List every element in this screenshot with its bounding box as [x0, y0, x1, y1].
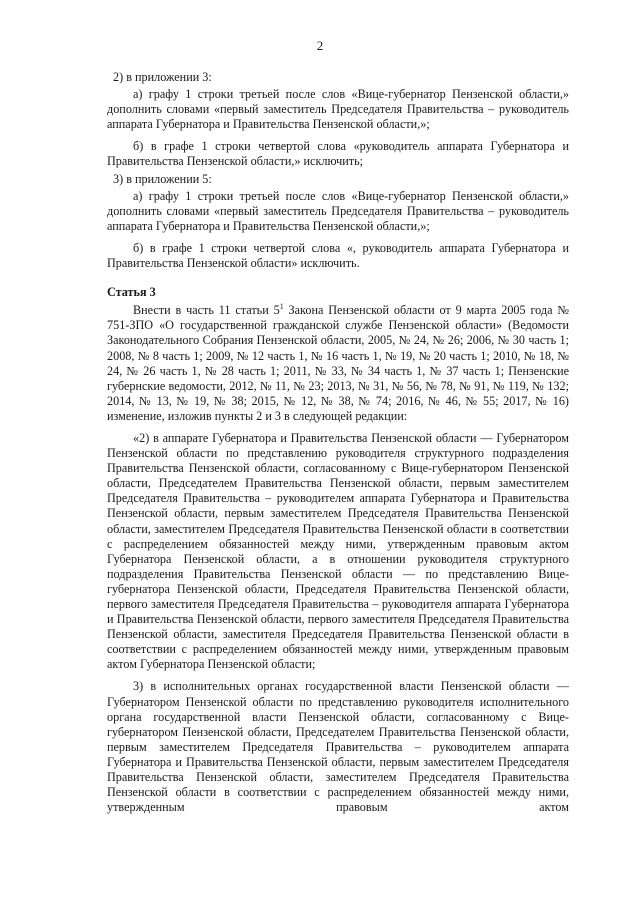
article-heading: Статья 3 [107, 285, 156, 300]
article-item-2: «2) в аппарате Губернатора и Правительства Пензенской области — Губернатором Пензенской области по представлению руководителя структурного подразделения Правительства Пензенской области, согласованному с Вице-губернатором Пензенской области, Председателем Правительства Пензенской области, первым заместителем Председателя Правительства – руководителем аппарата Губернатора и Правительства Пензенской области, первым заместителем Председателя Правительства Пензенской области, заместителем Председателя Правительства Пензенской области в соответствии с распределением обязанностей между ними, утвержденным правовым актом Губернатора Пензенской области, а в отношении руководителя структурного подразделения Правительства Пензенской области — по представлению Вице-губернатора Пензенской области, Председателя Правительства Пензенской области, первого заместителя Председателя Правительства – руководителя аппарата Губернатора и Правительства Пензенской области, первого заместителя Председателя Правительства Пензенской области, заместителя Председателя Правительства Пензенской области в соответствии с распределением обязанностей между ними, утвержденным правовым актом Губернатора Пензенской области; [107, 430, 569, 672]
paragraph-appendix-5-b: б) в графе 1 строки четвертой слова «, руководитель аппарата Губернатора и Правительства Пензенской области» исключить. [107, 240, 569, 271]
paragraph-appendix-5: 3) в приложении 5: [113, 171, 212, 186]
document-body [107, 70, 569, 815]
article-intro-superscript: 1 [279, 302, 284, 312]
page-number: 2 [316, 38, 324, 53]
article-intro-start: Внести в часть 11 статьи 5 [133, 303, 280, 318]
article-intro-rest: Закона Пензенской области от 9 марта 2005 года № 751-ЗПО «О государственной гражданской службе Пензенской области» (Ведомости Законодательного Собрания Пензенской области, 2005, № 24, № 26; 2006, № 30 часть 1; 2008, № 8 часть 1; 2009, № 12 часть 1, № 16 часть 1, № 19, № 20 часть 1; 2010, № 18, № 24, № 26 часть 1, № 28 часть 1; 2011, № 33, № 34 часть 1, № 37 часть 1; Пензенские губернские ведомости, 2012, № 11, № 23; 2013, № 31, № 56, № 78, № 91, № 119, № 132; 2014, № 13, № 19, № 38; 2015, № 12, № 38, № 74; 2016, № 46, № 55; 2017, № 16) изменение, изложив пункты 2 и 3 в следующей редакции: [107, 303, 569, 423]
paragraph-appendix-3: 2) в приложении 3: [113, 70, 212, 84]
article-intro [107, 303, 569, 424]
article-item-3: 3) в исполнительных органах государственной власти Пензенской области — Губернатором Пензенской области по представлению руководителя исполнительного органа государственной власти Пензенской области, согласованному с Вице-губернатором Пензенской области, Председателем Правительства Пензенской области, первым заместителем Председателя Правительства – руководителем аппарата Губернатора и Правительства Пензенской области, первым заместителем Председателя Правительства Пензенской области, заместителем Председателя Правительства Пензенской области в соответствии с распределением обязанностей между ними, утвержденным правовым актом [107, 679, 569, 815]
paragraph-appendix-3-a: а) графу 1 строки третьей после слов «Вице-губернатор Пензенской области,» дополнить словами «первый заместитель Председателя Правительства – руководитель аппарата Губернатора и Правительства Пензенской области,»; [107, 87, 569, 132]
paragraph-appendix-5-a: а) графу 1 строки третьей после слов «Вице-губернатор Пензенской области,» дополнить словами «первый заместитель Председателя Правительства – руководитель аппарата Губернатора и Правительства Пензенской области,»; [107, 188, 569, 233]
paragraph-appendix-3-b: б) в графе 1 строки четвертой слова «руководитель аппарата Губернатора и Правительства Пензенской области,» исключить; [107, 139, 569, 169]
